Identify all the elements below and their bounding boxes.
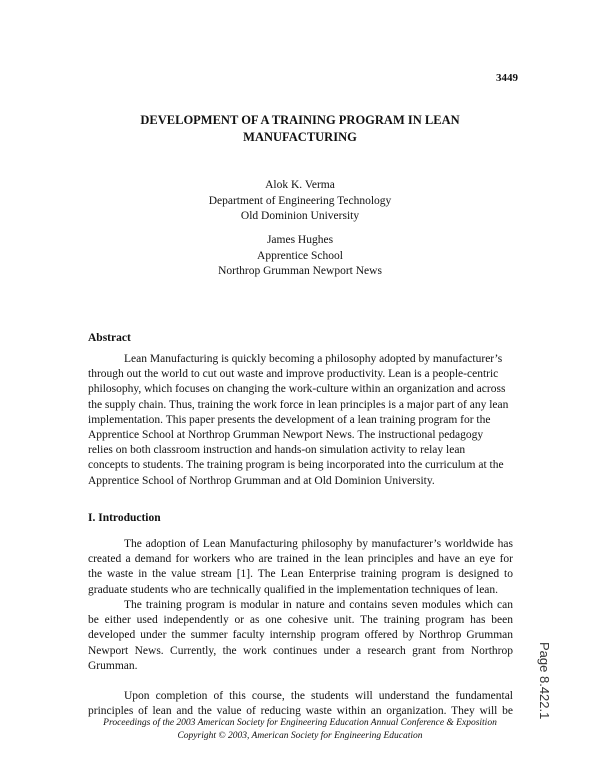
text-line: The adoption of Lean Manufacturing philosophy by manufacturer’s worldwide has: [124, 538, 513, 550]
intro-paragraph-2: [88, 598, 513, 674]
text-line: implementation. This paper presents the development of a lean training program for the: [88, 413, 491, 426]
intro-paragraph-3: [88, 689, 513, 719]
author-name: James Hughes: [266, 234, 334, 246]
text-line: philosophy, which focuses on changing the work-culture within an organization and across: [88, 383, 506, 396]
author-department: Department of Engineering Technology: [208, 194, 392, 207]
text-line: Apprentice School at Northrop Grumman Newport News. The instructional pedagogy: [88, 428, 484, 441]
author-block-1: [150, 178, 450, 225]
abstract-paragraph: [88, 352, 513, 489]
text-line: be either used independently or as one cohesive unit. The training program has been: [88, 614, 513, 627]
text-line: Newport News. Currently, the work continues under a research grant from Northrop: [88, 644, 513, 657]
text-line: The training program is modular in nature and contains seven modules which can: [124, 599, 513, 611]
title-line-2: MANUFACTURING: [243, 130, 357, 144]
footer-copyright: Copyright © 2003, American Society for Engineering Education: [177, 731, 423, 741]
text-line: the waste in the value stream [1]. The Lean Enterprise training program is designed to: [88, 568, 513, 581]
author-organization: Northrop Grumman Newport News: [218, 265, 382, 277]
text-line: concepts to students. The training program is being incorporated into the curriculum at the: [88, 459, 504, 472]
introduction-heading: I. Introduction: [88, 512, 161, 524]
title-line-1: DEVELOPMENT OF A TRAINING PROGRAM IN LEAN: [140, 113, 460, 127]
author-block-2: [150, 233, 450, 280]
author-department: Apprentice School: [257, 249, 343, 262]
author-organization: Old Dominion University: [240, 210, 360, 222]
text-line: Upon completion of this course, the students will understand the fundamental: [124, 690, 513, 702]
text-line: developed under the summer faculty internship program offered by Northrop Grumman: [88, 629, 513, 642]
abstract-heading: Abstract: [88, 332, 131, 344]
paper-title: [100, 112, 500, 146]
text-line: the supply chain. Thus, training the work force in lean principles is a major part of any lean: [88, 398, 509, 411]
text-line: principles of lean and the value of reducing waste within an organization. They will be: [88, 705, 513, 718]
page-number-label: Page 8.422.1: [537, 642, 552, 720]
text-line: through out the world to cut out waste and improve productivity. Lean is a people-centric: [88, 368, 499, 381]
text-line: Lean Manufacturing is quickly becoming a philosophy adopted by manufacturer’s: [124, 353, 503, 365]
footer-proceedings: Proceedings of the 2003 American Society for Engineering Education Annual Conference & Exposition: [103, 718, 497, 728]
text-line: created a demand for workers who are trained in the lean principles and have an eye for: [88, 553, 513, 566]
text-line: graduate students who are technically qualified in the implementation techniques of lean.: [88, 583, 499, 596]
paper-id: 3449: [496, 72, 518, 84]
intro-paragraph-1: [88, 537, 513, 598]
text-line: Apprentice School of Northrop Grumman and at Old Dominion University.: [88, 474, 435, 487]
text-line: relies on both classroom instruction and hands-on simulation activity to relay lean: [88, 444, 466, 457]
page-footer: [60, 717, 540, 743]
author-name: Alok K. Verma: [265, 179, 335, 191]
text-line: Grumman.: [88, 659, 138, 672]
